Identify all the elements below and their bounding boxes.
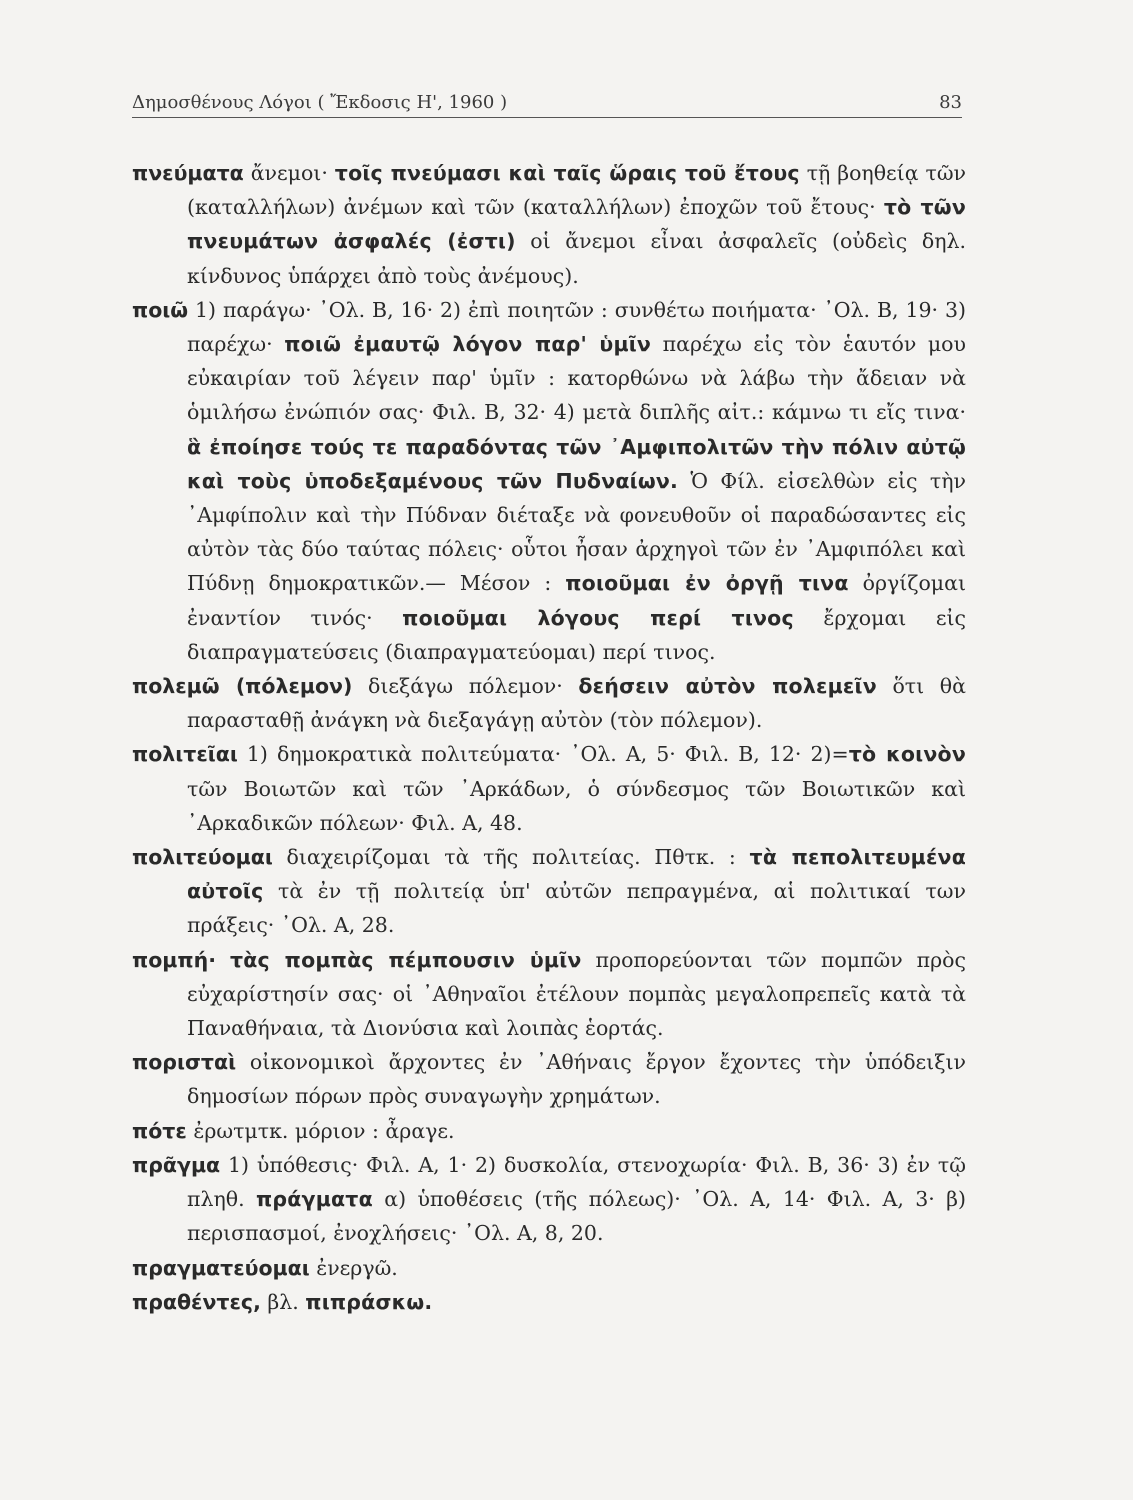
bold-phrase: τὸ κοινὸν [848,742,966,767]
definition-text: τῇ βοηθείᾳ τῶν (καταλλήλων) ἀνέμων καὶ τῶν (καταλλήλων) ἐποχῶν τοῦ ἔτους· [187,161,966,220]
definition-text: οἱ ἄνεμοι εἶναι ἀσφαλεῖς (οὐδεὶς δηλ. κίνδυνος ὑπάρχει ἀπὸ τοὺς ἀνέμους). [187,229,966,288]
definition-text: βλ. [260,1289,306,1314]
glossary-entry [132,1285,966,1319]
bold-phrase: δεήσειν αὐτὸν πολεμεῖν [578,674,877,699]
glossary-entry [132,1251,966,1285]
bold-phrase: πράγματα [255,1187,373,1212]
glossary-entry [132,669,966,737]
definition-text: ὀργίζομαι ἐναντίον τινός· [187,571,966,630]
bold-phrase: ποιοῦμαι ἐν ὀργῇ τινα [565,571,849,596]
definition-text: α) ὑποθέσεις (τῆς πόλεως)· ᾿Ολ. Α, 14· Φιλ. Α, 3· β) περισπασμοί, ἐνοχλήσεις· ᾿Ολ. Α, 8, 20. [187,1187,966,1246]
glossary-entries [132,156,966,1319]
header-title: Δημοσθένους Λόγοι ( Ἔκδοσις Η', 1960 ) [132,92,508,113]
definition-text: τὰ ἐν τῇ πολιτείᾳ ὑπ' αὐτῶν πεπραγμένα, αἱ πολιτικαί των πράξεις· ᾿Ολ. Α, 28. [187,879,966,938]
definition-text: Ὁ Φίλ. εἰσελθὼν εἰς τὴν ᾿Αμφίπολιν καὶ τὴν Πύδναν διέταξε νὰ φονευθοῦν οἱ παραδώσαντες εἰς αὐτὸν τὰς δύο ταύτας πόλεις· οὗτοι ἦσαν ἀρχηγοὶ τῶν ἐν ᾿Αμφιπόλει καὶ Πύδνῃ δημοκρατικῶν.— Μέσον : [187,468,966,596]
entry-lemma: πραγματεύομαι [132,1255,310,1280]
definition-text: ἔρχομαι εἰς διαπραγματεύσεις (διαπραγματεύομαι) περί τινος. [187,605,967,664]
definition-text: 1) παράγω· ᾿Ολ. Β, 16· 2) ἐπὶ ποιητῶν : συνθέτω ποιήματα· ᾿Ολ. Β, 19· 3) παρέχω· [187,297,966,357]
bold-phrase: τὰς πομπὰς πέμπουσιν ὑμῖν [229,947,582,972]
definition-text: ἐρωτμτκ. μόριον : ἆραγε. [186,1118,455,1143]
running-header [132,92,962,118]
glossary-entry [132,1114,966,1148]
definition-text: ὅτι θὰ παρασταθῇ ἀνάγκη νὰ διεξαγάγῃ αὐτὸν (τὸν πόλεμον). [187,674,966,733]
bold-phrase: ἃ ἐποίησε τούς τε παραδόντας τῶν ᾿Αμφιπολιτῶν τὴν πόλιν αὐτῷ καὶ τοὺς ὑποδεξαμένους τῶν Πυδναίων. [187,434,966,493]
glossary-entry [132,1148,966,1251]
entry-lemma: πολεμῶ (πόλεμον) [132,674,353,699]
page-number: 83 [939,92,962,113]
bold-phrase: πιπράσκω. [305,1289,433,1314]
definition-text: προπορεύονται τῶν πομπῶν πρὸς εὐχαρίστησίν σας· οἱ ᾿Αθηναῖοι ἐτέλουν πομπὰς μεγαλοπρεπεῖς κατὰ τὰ Παναθήναια, τὰ Διονύσια καὶ λοιπὰς ἑορτάς. [187,947,966,1041]
definition-text: 1) δημοκρατικὰ πολιτεύματα· ᾿Ολ. Α, 5· Φιλ. Β, 12· 2)= [237,742,849,767]
definition-text: οἰκονομικοὶ ἄρχοντες ἐν ᾿Αθήναις ἔργον ἔχοντες τὴν ὑπόδειξιν δημοσίων πόρων πρὸς συναγωγὴν χρημάτων. [187,1050,966,1109]
definition-text: διεξάγω πόλεμον· [352,674,579,699]
definition-text: 1) ὑπόθεσις· Φιλ. Α, 1· 2) δυσκολία, στενοχωρία· Φιλ. Β, 36· 3) ἐν τῷ πληθ. [187,1152,966,1212]
glossary-entry [132,293,966,669]
entry-lemma: πρᾶγμα [132,1152,221,1177]
definition-text [216,948,230,972]
entry-lemma: πραθέντες, [132,1289,261,1314]
definition-text: ἐνεργῶ. [309,1255,398,1280]
bold-phrase: τοῖς πνεύμασι καὶ ταῖς ὥραις τοῦ ἔτους [334,161,800,185]
glossary-entry [132,156,966,293]
bold-phrase: τὸ τῶν πνευμάτων ἀσφαλές (ἐστι) [187,195,966,254]
entry-lemma: πολιτεῖαι [132,742,238,767]
glossary-entry [132,737,966,840]
definition-text: τῶν Βοιωτῶν καὶ τῶν ᾿Αρκάδων, ὁ σύνδεσμος τῶν Βοιωτικῶν καὶ ᾿Αρκαδικῶν πόλεων· Φιλ. Α, 48. [187,776,966,835]
definition-text: διαχειρίζομαι τὰ τῆς πολιτείας. Πθτκ. : [272,845,750,870]
entry-lemma: πορισταὶ [132,1050,237,1075]
entry-lemma: πολιτεύομαι [132,845,273,870]
definition-text: ἄνεμοι· [243,161,335,185]
definition-text: παρέχω εἰς τὸν ἑαυτόν μου εὐκαιρίαν τοῦ λέγειν παρ' ὑμῖν : κατορθώνω νὰ λάβω τὴν ἄδειαν νὰ ὁμιλήσω ἐνώπιόν σας· Φιλ. Β, 32· 4) μετὰ διπλῆς αἰτ.: κάμνω τι εἴς τινα· [187,332,966,425]
bold-phrase: τὰ πεπολιτευμένα αὐτοῖς [187,845,966,904]
bold-phrase: ποιῶ ἐμαυτῷ λόγον παρ' ὑμῖν [284,332,652,357]
glossary-entry [132,1045,966,1113]
entry-lemma: πότε [132,1118,187,1143]
entry-lemma: πομπή· [132,947,216,972]
bold-phrase: ποιοῦμαι λόγους περί τινος [402,605,794,630]
entry-lemma: ποιῶ [132,297,189,322]
glossary-entry [132,943,966,1046]
glossary-entry [132,840,966,943]
entry-lemma: πνεύματα [132,161,244,185]
